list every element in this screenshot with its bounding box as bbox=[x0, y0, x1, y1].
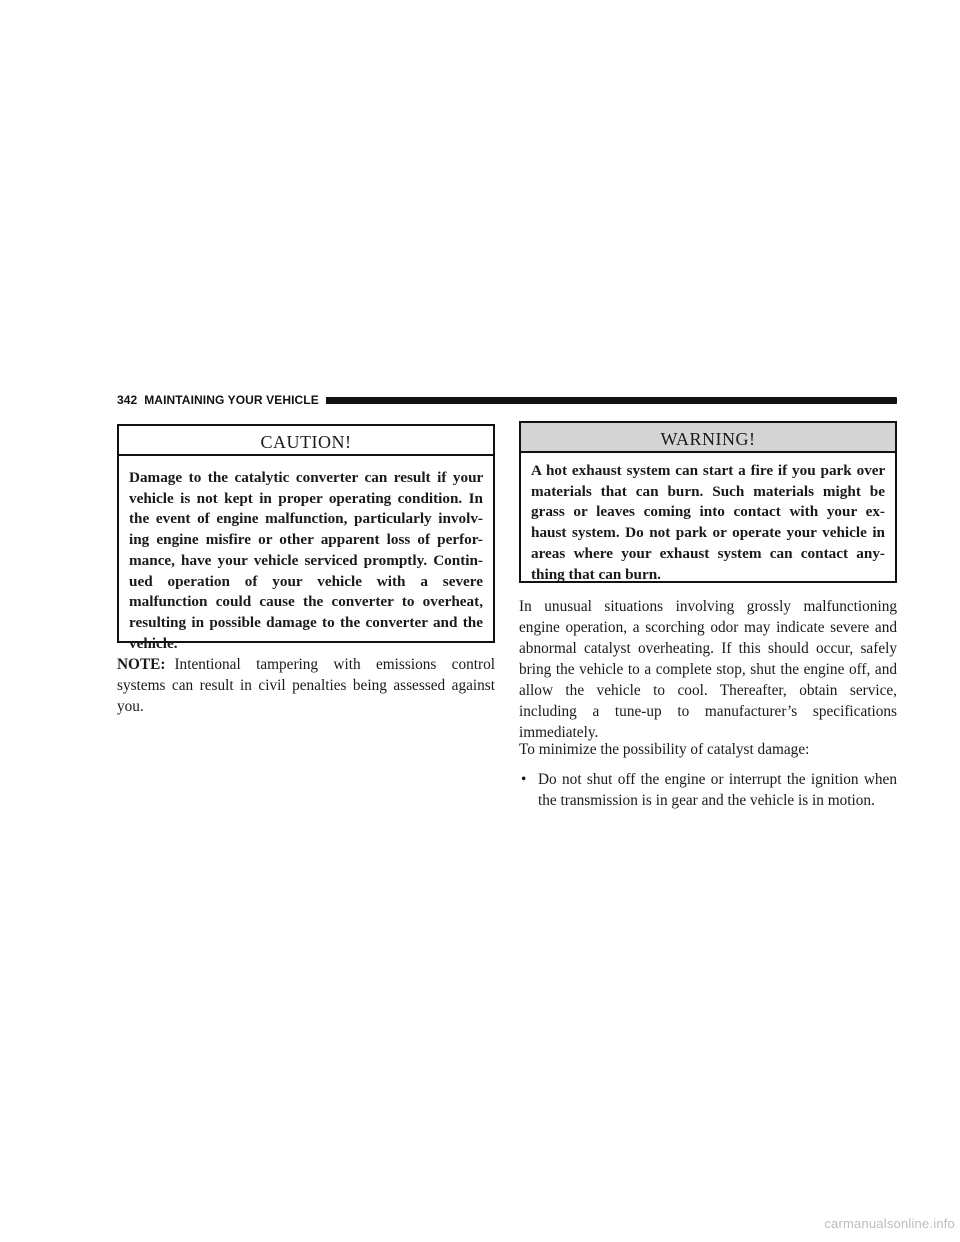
bullet-icon: • bbox=[521, 771, 527, 788]
paragraph-line: In unusual situations involving grossly malfunctioning bbox=[519, 598, 897, 615]
page-header-text bbox=[117, 393, 319, 407]
caution-box bbox=[117, 424, 495, 652]
caution-line: vehicle is not kept in proper operating condition. In bbox=[129, 489, 483, 507]
paragraph-line: engine operation, a scorching odor may indicate severe bbox=[519, 619, 870, 636]
caution-line: Damage to the catalytic converter can result if your bbox=[129, 469, 483, 486]
warning-body bbox=[521, 453, 895, 585]
paragraph-line: specifications immediately. bbox=[519, 703, 897, 741]
catalyst-intro-paragraph: To minimize the possibility of catalyst damage: bbox=[519, 741, 810, 758]
note-paragraph bbox=[117, 654, 495, 717]
page-header bbox=[117, 390, 897, 410]
note-line: against you. bbox=[117, 677, 495, 715]
note-line: systems can result in civil penalties being assessed bbox=[117, 677, 446, 694]
caution-line: ued operation of your vehicle with a severe bbox=[129, 572, 483, 590]
warning-line: A hot exhaust system can start a fire if you park over bbox=[531, 462, 885, 479]
caution-line: vehicle. bbox=[129, 634, 178, 652]
warning-line: grass or leaves coming into contact with your ex- bbox=[531, 503, 885, 521]
paragraph-line: engine off, and allow the vehicle to cool. Thereafter, bbox=[519, 661, 897, 699]
warning-title: WARNING! bbox=[521, 423, 895, 453]
caution-line: the event of engine malfunction, particularly involv- bbox=[129, 510, 483, 528]
bullet-item bbox=[519, 769, 897, 811]
bullet-line: when the transmission is in gear and the vehicle is in bbox=[538, 771, 897, 809]
paragraph-line: and abnormal catalyst overheating. If this should occur, bbox=[519, 619, 898, 657]
note-label: NOTE: bbox=[117, 656, 166, 673]
caution-title: CAUTION! bbox=[119, 426, 493, 456]
caution-line: ing engine misfire or other apparent loss of perfor- bbox=[129, 531, 483, 549]
bullet-line: Do not shut off the engine or interrupt the ignition bbox=[538, 771, 859, 788]
warning-line: haust system. Do not park or operate your vehicle in bbox=[531, 524, 885, 542]
warning-line: areas where your exhaust system can contact any- bbox=[531, 544, 885, 562]
paragraph-line: obtain service, including a tune-up to manufacturer’s bbox=[519, 682, 898, 720]
warning-line: materials that can burn. Such materials might be bbox=[531, 482, 885, 500]
note-line: Intentional tampering with emissions control bbox=[174, 656, 495, 673]
caution-line: resulting in possible damage to the converter and the bbox=[129, 613, 483, 631]
caution-body bbox=[119, 456, 493, 654]
caution-line: malfunction could cause the converter to overheat, bbox=[129, 593, 483, 611]
caution-line: mance, have your vehicle serviced promptly. Contin- bbox=[129, 551, 483, 569]
warning-box bbox=[519, 421, 897, 583]
warning-line: thing that can burn. bbox=[531, 565, 661, 583]
section-title: MAINTAINING YOUR VEHICLE bbox=[144, 393, 319, 407]
paragraph-line: safely bring the vehicle to a complete stop, shut the bbox=[519, 640, 898, 678]
bullet-line: motion. bbox=[827, 792, 875, 809]
page-number: 342 bbox=[117, 393, 138, 407]
header-rule bbox=[326, 397, 897, 404]
overheating-paragraph bbox=[519, 596, 897, 743]
watermark: carmanualsonline.info bbox=[824, 1216, 955, 1231]
bullet-text bbox=[538, 769, 897, 811]
